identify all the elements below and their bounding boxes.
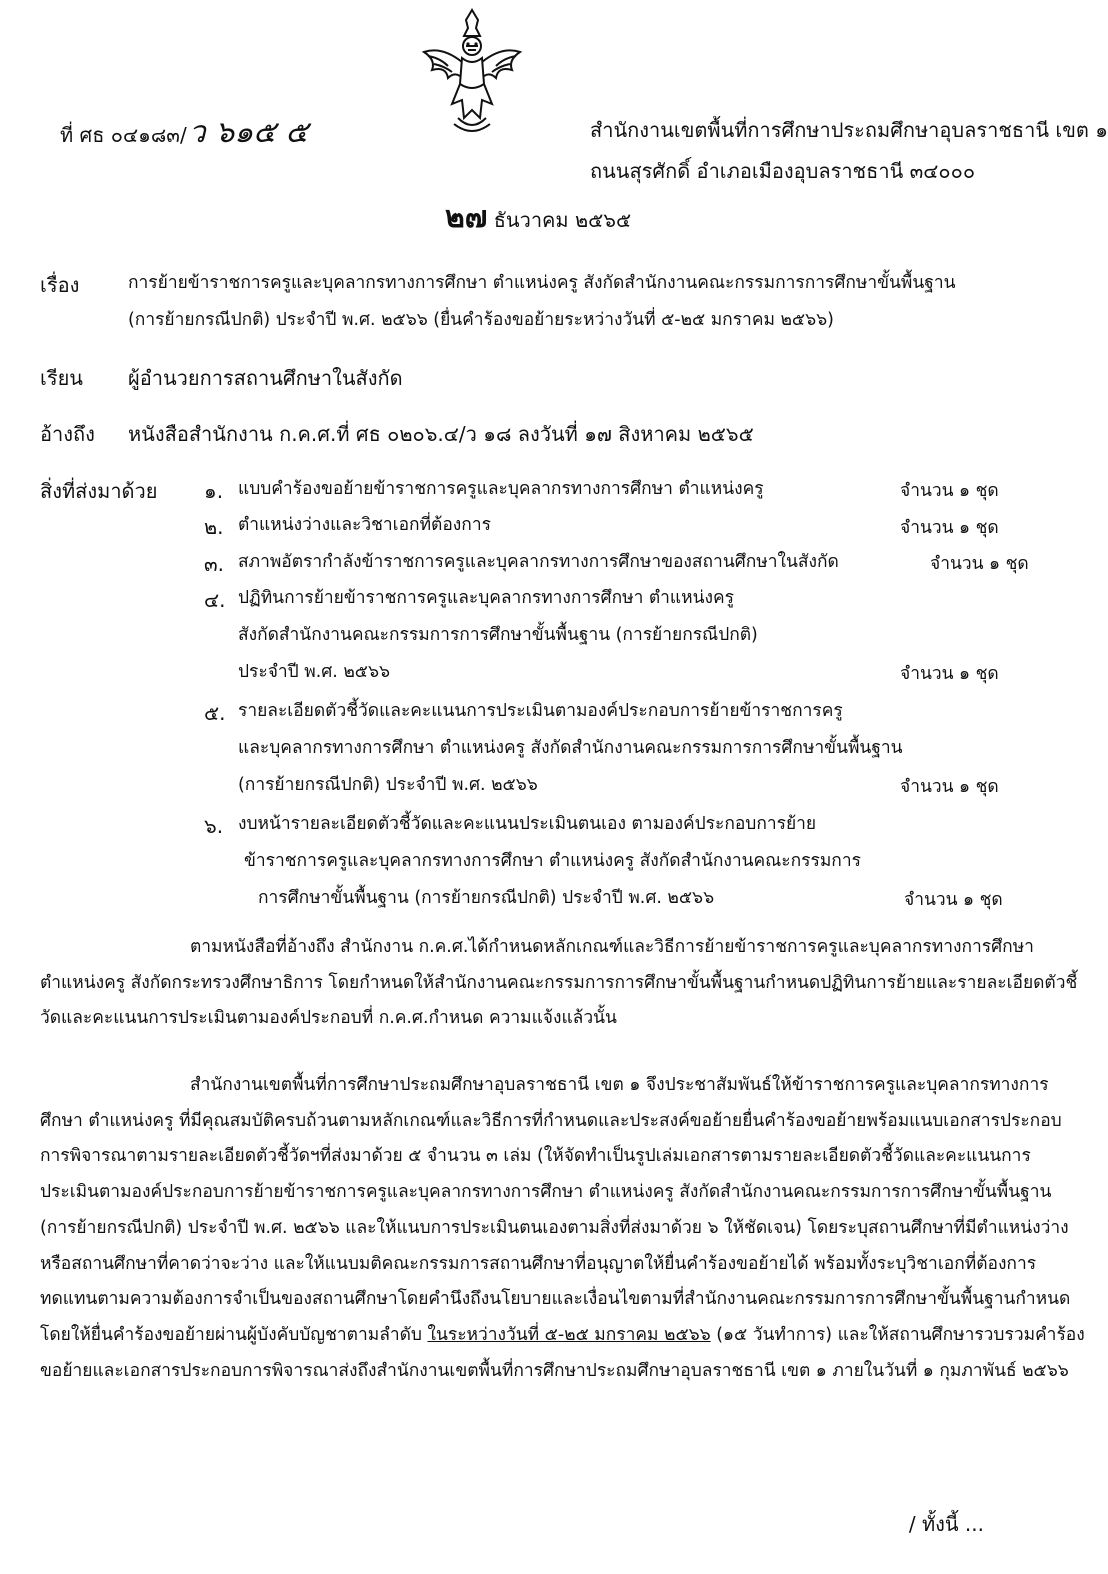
enclosure-number: ๑. xyxy=(204,479,224,503)
enclosure-text: สภาพอัตรากำลังข้าราชการครูและบุคลากรทางการศึกษาของสถานศึกษาในสังกัด xyxy=(238,552,839,572)
enclosure-quantity: จำนวน ๑ ชุด xyxy=(900,481,999,501)
enclosure-text: ข้าราชการครูและบุคลากรทางการศึกษา ตำแหน่งครู สังกัดสำนักงานคณะกรรมการ xyxy=(244,851,861,871)
handwritten-date-day: ๒๗ xyxy=(445,200,488,235)
body-paragraph-2 xyxy=(40,1068,1086,1389)
paragraph-2-text: สำนักงานเขตพื้นที่การศึกษาประถมศึกษาอุบลราชธานี เขต ๑ จึงประชาสัมพันธ์ให้ข้าราชการครูและบุคลากรทางการศึกษา ตำแหน่งครู ที่มีคุณสมบัติครบถ้วนตามหลักเกณฑ์และวิธีการที่กำหนดและประสงค์ขอย้ายยื่นคำร้องขอย้ายพร้อมแนบเอกสารประกอบการพิจารณาตามรายละเอียดตัวชี้วัดฯที่ส่งมาด้วย ๕ จำนวน ๓ เล่ม (ให้จัดทำเป็นรูปเล่มเอกสารตามรายละเอียดตัวชี้วัดและคะแนนการประเมินตามองค์ประกอบการย้ายข้าราชการครูและบุคลากรทางการศึกษา ตำแหน่งครู สังกัดสำนักงานคณะกรรมการการศึกษาขั้นพื้นฐาน (การย้ายกรณีปกติ) ประจำปี พ.ศ. ๒๕๖๖ และให้แนบการประเมินตนเองตามสิ่งที่ส่งมาด้วย ๖ ให้ชัดเจน) โดยระบุสถานศึกษาที่มีตำแหน่งว่างหรือสถานศึกษาที่คาดว่าจะว่าง และให้แนบมติคณะกรรมการสถานศึกษาที่อนุญาตให้ยื่นคำร้องขอย้ายได้ พร้อมทั้งระบุวิชาเอกที่ต้องการทดแทนตามความต้องการจำเป็นของสถานศึกษาโดยคำนึงถึงนโยบายและเงื่อนไขตามที่สำนักงานคณะกรรมการการศึกษาขั้นพื้นฐานกำหนด โดยให้ยื่นคำร้องขอย้ายผ่านผู้บังคับบัญชาตามลำดับ xyxy=(40,1075,1071,1345)
enclosure-number: ๕. xyxy=(204,701,226,725)
handwritten-reference-number: ว ๖๑๕ ๕ xyxy=(188,115,309,150)
enclosure-quantity: จำนวน ๑ ชุด xyxy=(900,664,999,684)
date-month-year: ธันวาคม ๒๕๖๕ xyxy=(493,208,632,232)
reference-number-line xyxy=(60,115,309,150)
enclosure-text: สังกัดสำนักงานคณะกรรมการการศึกษาขั้นพื้นฐาน (การย้ายกรณีปกติ) xyxy=(238,625,758,645)
enclosure-number: ๓. xyxy=(204,552,225,576)
continued-next-page: / ทั้งนี้ ... xyxy=(908,1512,984,1536)
recipient-label: เรียน xyxy=(40,366,83,390)
garuda-emblem-icon xyxy=(418,6,526,138)
body-paragraph-1 xyxy=(40,930,1086,1037)
enclosure-text: รายละเอียดตัวชี้วัดและคะแนนการประเมินตามองค์ประกอบการย้ายข้าราชการครู xyxy=(238,701,843,721)
enclosure-quantity: จำนวน ๑ ชุด xyxy=(904,890,1003,910)
subject-line-1: การย้ายข้าราชการครูและบุคลากรทางการศึกษา ตำแหน่งครู สังกัดสำนักงานคณะกรรมการการศึกษาขั้นพื้นฐาน xyxy=(128,273,956,293)
enclosure-text: การศึกษาขั้นพื้นฐาน (การย้ายกรณีปกติ) ประจำปี พ.ศ. ๒๕๖๖ xyxy=(258,888,715,908)
reference-label: อ้างถึง xyxy=(40,422,95,446)
enclosure-number: ๒. xyxy=(204,515,224,539)
paragraph-1-text: ตามหนังสือที่อ้างถึง สำนักงาน ก.ค.ศ.ได้กำหนดหลักเกณฑ์และวิธีการย้ายข้าราชการครูและบุคลากรทางการศึกษา ตำแหน่งครู สังกัดกระทรวงศึกษาธิการ โดยกำหนดให้สำนักงานคณะกรรมการการศึกษาขั้นพื้นฐานกำหนดปฏิทินการย้ายและรายละเอียดตัวชี้วัดและคะแนนการประเมินตามองค์ประกอบที่ ก.ค.ศ.กำหนด ความแจ้งแล้วนั้น xyxy=(40,937,1078,1029)
paragraph-2-text-end: (๑๕ วันทำการ) และให้สถานศึกษารวบรวมคำร้องขอย้ายและเอกสารประกอบการพิจารณาส่งถึงสำนักงานเขตพื้นที่การศึกษาประถมศึกษาอุบลราชธานี เขต ๑ ภายในวันที่ ๑ กุมภาพันธ์ ๒๕๖๖ xyxy=(40,1324,1085,1381)
enclosures-label: สิ่งที่ส่งมาด้วย xyxy=(40,479,158,503)
letter-date xyxy=(445,200,632,235)
enclosure-text: (การย้ายกรณีปกติ) ประจำปี พ.ศ. ๒๕๖๖ xyxy=(238,775,538,795)
reference-number-prefix: ที่ ศธ ๐๔๑๘๓/ xyxy=(60,123,187,147)
subject-label: เรื่อง xyxy=(40,273,80,297)
enclosure-text: ปฏิทินการย้ายข้าราชการครูและบุคลากรทางการศึกษา ตำแหน่งครู xyxy=(238,588,734,608)
enclosure-quantity: จำนวน ๑ ชุด xyxy=(930,554,1029,574)
enclosure-text: และบุคลากรทางการศึกษา ตำแหน่งครู สังกัดสำนักงานคณะกรรมการการศึกษาขั้นพื้นฐาน xyxy=(238,738,903,758)
enclosure-text: งบหน้ารายละเอียดตัวชี้วัดและคะแนนประเมินตนเอง ตามองค์ประกอบการย้าย xyxy=(238,814,817,834)
enclosure-number: ๖. xyxy=(204,814,224,838)
recipient: ผู้อำนวยการสถานศึกษาในสังกัด xyxy=(128,366,403,390)
enclosure-text: แบบคำร้องขอย้ายข้าราชการครูและบุคลากรทางการศึกษา ตำแหน่งครู xyxy=(238,479,764,499)
subject-line-2: (การย้ายกรณีปกติ) ประจำปี พ.ศ. ๒๕๖๖ (ยื่นคำร้องขอย้ายระหว่างวันที่ ๕-๒๕ มกราคม ๒๕๖๖) xyxy=(128,310,834,330)
office-address: ถนนสุรศักดิ์ อำเภอเมืองอุบลราชธานี ๓๔๐๐๐ xyxy=(590,159,976,183)
submission-period: ในระหว่างวันที่ ๕-๒๕ มกราคม ๒๕๖๖ xyxy=(427,1324,711,1345)
enclosure-number: ๔. xyxy=(204,588,226,612)
enclosure-quantity: จำนวน ๑ ชุด xyxy=(900,777,999,797)
office-name: สำนักงานเขตพื้นที่การศึกษาประถมศึกษาอุบลราชธานี เขต ๑ xyxy=(590,118,1108,142)
enclosure-quantity: จำนวน ๑ ชุด xyxy=(900,518,999,538)
enclosure-text: ประจำปี พ.ศ. ๒๕๖๖ xyxy=(238,662,391,682)
enclosure-text: ตำแหน่งว่างและวิชาเอกที่ต้องการ xyxy=(238,515,491,535)
reference-text: หนังสือสำนักงาน ก.ค.ศ.ที่ ศธ ๐๒๐๖.๔/ว ๑๘ ลงวันที่ ๑๗ สิงหาคม ๒๕๖๕ xyxy=(128,422,754,446)
